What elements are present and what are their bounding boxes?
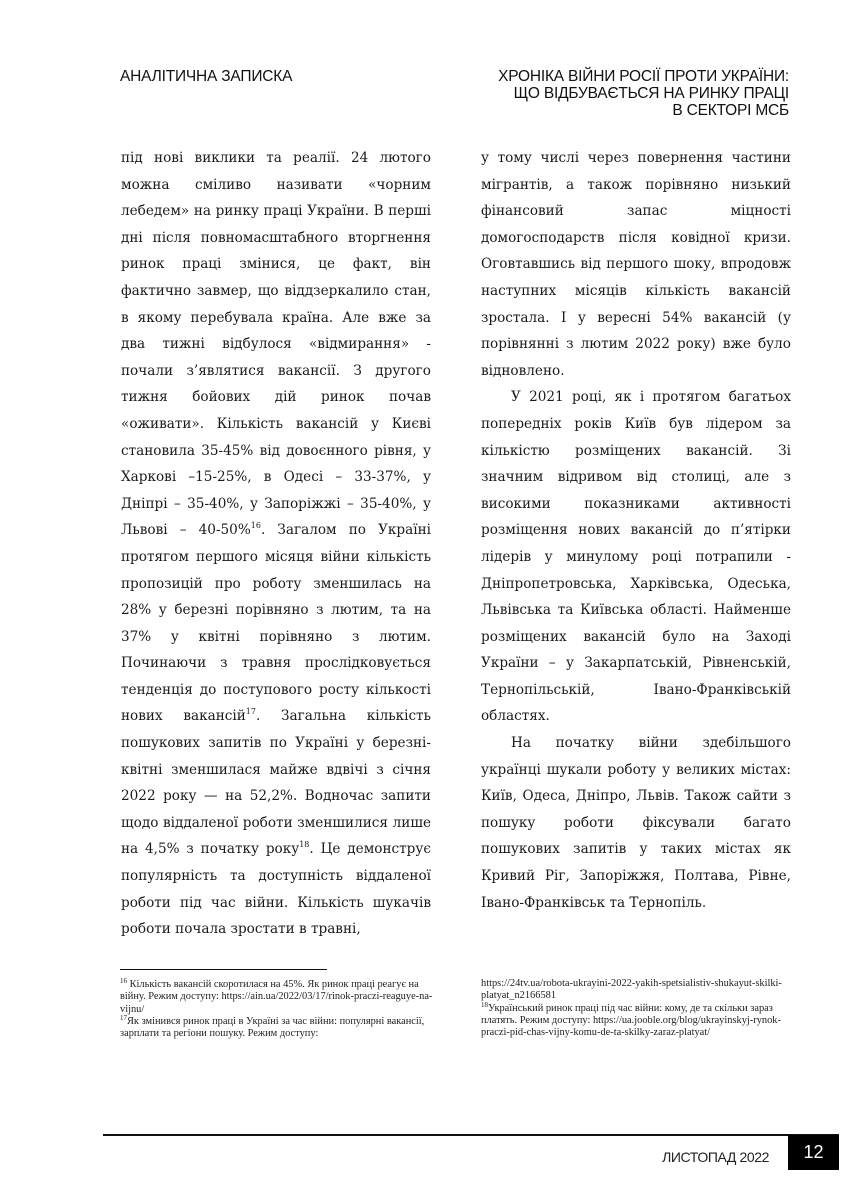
page-number-box [788, 1135, 839, 1170]
footnote-17 [120, 1013, 440, 1041]
footnote-number: 18 [481, 1000, 488, 1009]
footnote-link[interactable]: https://24tv.ua/robota-ukrayini-2022-yakih-spetsialistiv-shukayut-skilki-platyat_n2166581 [481, 978, 782, 1002]
paragraph: На початку війни здебільшого українці шукали роботу у великих містах: Київ, Одеса, Дніпро, Львів. Також сайти з пошуку роботи фіксували багато пошукових запитів у таких містах як Кривий Ріг, Запоріжжя, Полтава, Рівне, Івано-Франківськ та Тернопіль. [481, 735, 791, 911]
left-text-column [121, 145, 431, 943]
paragraph [121, 145, 431, 943]
footnote-number: 16 [120, 977, 127, 985]
footnote-number: 17 [120, 1013, 127, 1022]
footnote-text: Кількість вакансій скоротилася на 45%. Як ринок праці реагує на війну. Режим доступу: https://ain.ua/2022/03/17/rinok-praczi-reaguye-na-vijnu/ [120, 979, 433, 1015]
paragraph: У 2021 році, як і протягом багатьох попередніх років Київ був лідером за кількістю розміщених вакансій. Зі значним відривом від столиці, але з високими показниками активності розміщення нових вакансій до п’ятірки лідерів у минулому році потрапили - Дніпропетровська, Харківська, Одеська, Львівська та Київська області. Найменше розміщених вакансій було на Заході України – у Закарпатській, Рівненській, Тернопільській, Івано-Франківській областях. [481, 389, 791, 725]
document-title-header [498, 68, 789, 119]
footnote-ref-16[interactable]: 16 [250, 521, 261, 531]
text-run: . Загальна кількість пошукових запитів по Україні у березні-квітні зменшилася майже вдвічі з січня 2022 року — на 52,2%. Водночас запити щодо віддаленої роботи зменшилися лише на 4,5% з початку року [121, 708, 431, 858]
footnote-16 [120, 979, 440, 1016]
footnote-18 [481, 1000, 796, 1040]
footnotes-right [481, 978, 796, 1039]
footer-date: ЛИСТОПАД 2022 [662, 1149, 769, 1165]
title-line: В СЕКТОРІ МСБ [672, 102, 789, 119]
footer-rule [103, 1134, 839, 1136]
document-type-header: АНАЛІТИЧНА ЗАПИСКА [120, 68, 293, 85]
footnote-ref-18[interactable]: 18 [299, 840, 310, 850]
footnotes-left [120, 979, 440, 1040]
paragraph: у тому числі через повернення частини мігрантів, а також порівняно низький фінансовий запас міцності домогосподарств після ковідної кризи. Оговтавшись від першого шоку, впродовж наступних місяців кількість вакансій зростала. І у вересні 54% вакансій (у порівнянні з лютим 2022 року) вже було відновлено. [481, 150, 791, 379]
footnote-ref-17[interactable]: 17 [245, 707, 256, 717]
footnote-17-continued [481, 978, 796, 1003]
footnote-separator [120, 969, 327, 970]
text-run: під нові виклики та реалії. 24 лютого можна сміливо називати «чорним лебедем» на ринку праці України. В перші дні після повномасштабного вторгнення ринок праці змінися, це факт, він фактично завмер, що віддзеркалило стан, в якому перебувала країна. Але вже за два тижні відбулося «відмирання» - почали з’являтися вакансії. З другого тижня бойових дій ринок почав «оживати». Кількість вакансій у Києві становила 35-45% від довоєнного рівня, у Харкові –15-25%, в Одесі – 33-37%, у Дніпрі – 35-40%, у Запоріжжі – 35-40%, у Львові – 40-50% [121, 150, 431, 539]
footnote-text: Як змінився ринок праці в Україні за час війни: популярні вакансії, зарплати та регіони пошуку. Режим доступу: [120, 1015, 425, 1040]
footnote-text: Український ринок праці під час війни: кому, де та скільки зараз платять. Режим доступу: https://ua.jooble.org/blog/ukrayinskyj-rynok-praczi-pid-chas-vijny-komu-de-ta-skilky-zaraz-platyat/ [481, 1002, 781, 1039]
text-run: . Загалом по Україні протягом першого місяця війни кількість пропозицій про роботу зменшилась на 28% у березні порівняно з лютим, та на 37% у квітні порівняно з лютим. Починаючи з травня прослідковується тенденція до поступового росту кількості нових вакансій [121, 522, 431, 725]
title-line: ХРОНІКА ВІЙНИ РОСІЇ ПРОТИ УКРАЇНИ: [498, 68, 789, 85]
right-text-column [481, 145, 791, 916]
page-number: 12 [803, 1142, 824, 1162]
title-line: ЩО ВІДБУВАЄТЬСЯ НА РИНКУ ПРАЦІ [513, 85, 789, 102]
text-run: . Це демонструє популярність та доступність віддаленої роботи під час війни. Кількість шукачів роботи почала зростати в травні, [121, 841, 431, 938]
